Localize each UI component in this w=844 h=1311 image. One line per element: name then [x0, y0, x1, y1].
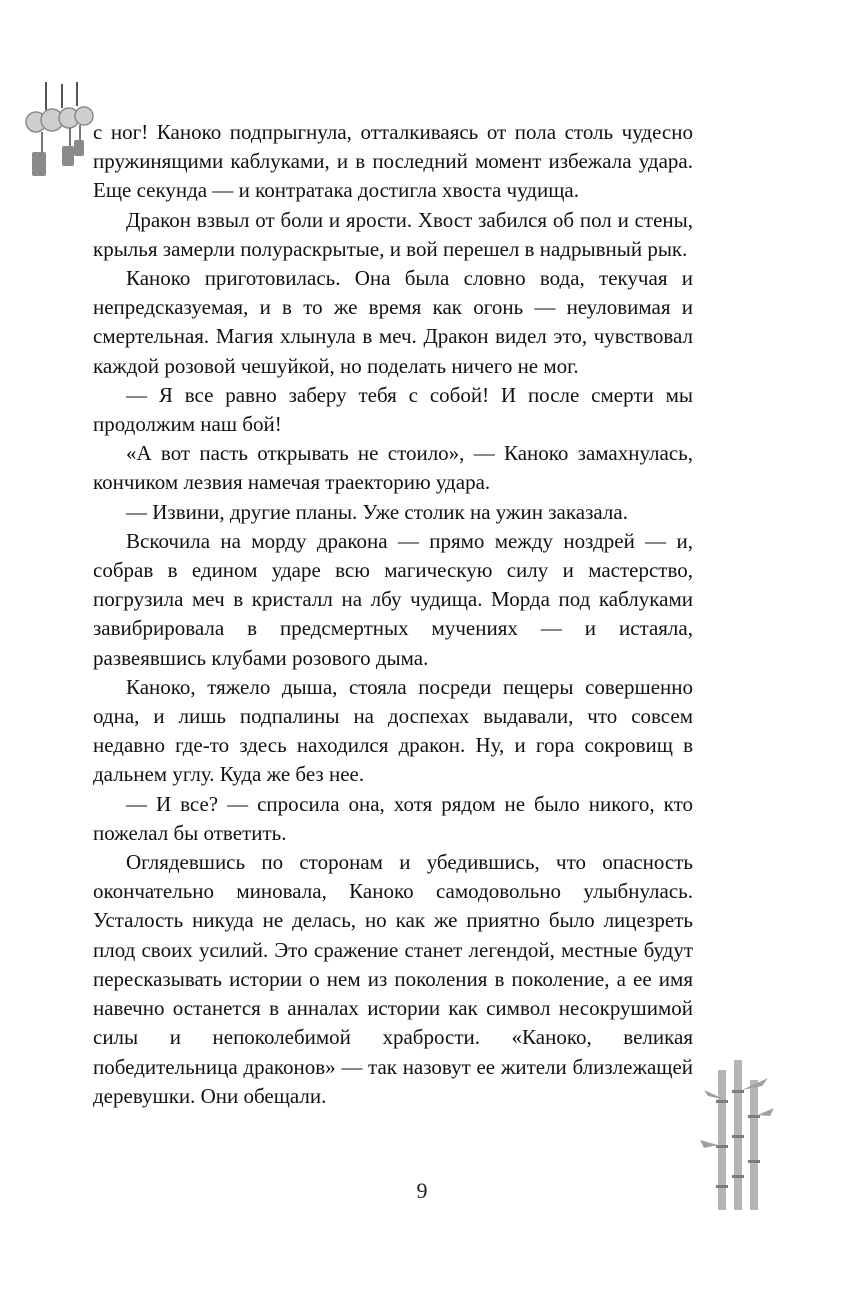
hanging-charms-icon [22, 80, 102, 190]
paragraph: — Извини, другие планы. Уже столик на ужин заказала. [126, 499, 628, 524]
paragraph: Дракон взвыл от боли и ярости. Хвост забился об пол и стены, крылья замерли полураскрытые, и вой перешел в надрывный рык. [93, 207, 693, 261]
body-text [93, 118, 693, 1111]
paragraph: Оглядевшись по сторонам и убедившись, что опасность окончательно миновала, Каноко самодовольно улыбнулась. Усталость никуда не делась, но как же приятно было лицезреть плод своих усилий. Это сражение станет легендой, местные будут пересказывать истории о нем из поколения в поколение, а ее имя навечно останется в анналах истории как символ несокрушимой силы и непоколебимой храбрости. «Каноко, великая победительница драконов» — так назовут ее жители близлежащей деревушки. Они обещали. [93, 850, 693, 1108]
paragraph: Каноко, тяжело дыша, стояла посреди пещеры совершенно одна, и лишь подпалины на доспехах выдавали, что совсем недавно где-то здесь находился дракон. Ну, и гора сокровищ в дальнем углу. Куда же без нее. [93, 674, 693, 787]
page-number: 9 [416, 1178, 428, 1203]
paragraph: Вскочила на морду дракона — прямо между ноздрей — и, собрав в едином ударе всю магическую силу и мастерство, погрузила меч в кристалл на лбу чудища. Морда под каблуками завибрировала в предсмертных мучениях — и истаяла, развеявшись клубами розового дыма. [93, 528, 693, 670]
paragraph: с ног! Каноко подпрыгнула, отталкиваясь от пола столь чудесно пружинящими каблуками, и в последний момент избежала удара. Еще секунда — и контратака достигла хвоста чудища. [93, 120, 693, 203]
paragraph: — Я все равно заберу тебя с собой! И после смерти мы продолжим наш бой! [93, 382, 693, 437]
paragraph: — И все? — спросила она, хотя рядом не было никого, кто пожелал бы ответить. [93, 791, 693, 845]
paragraph: «А вот пасть открывать не стоило», — Каноко замахнулась, кончиком лезвия намечая траекторию удара. [93, 441, 693, 495]
paragraph: Каноко приготовилась. Она была словно вода, текучая и непредсказуемая, и в то же время как огонь — неуловимая и смертельная. Магия хлынула в меч. Дракон видел это, чувствовал каждой розовой чешуйкой, но поделать ничего не мог. [93, 266, 693, 378]
